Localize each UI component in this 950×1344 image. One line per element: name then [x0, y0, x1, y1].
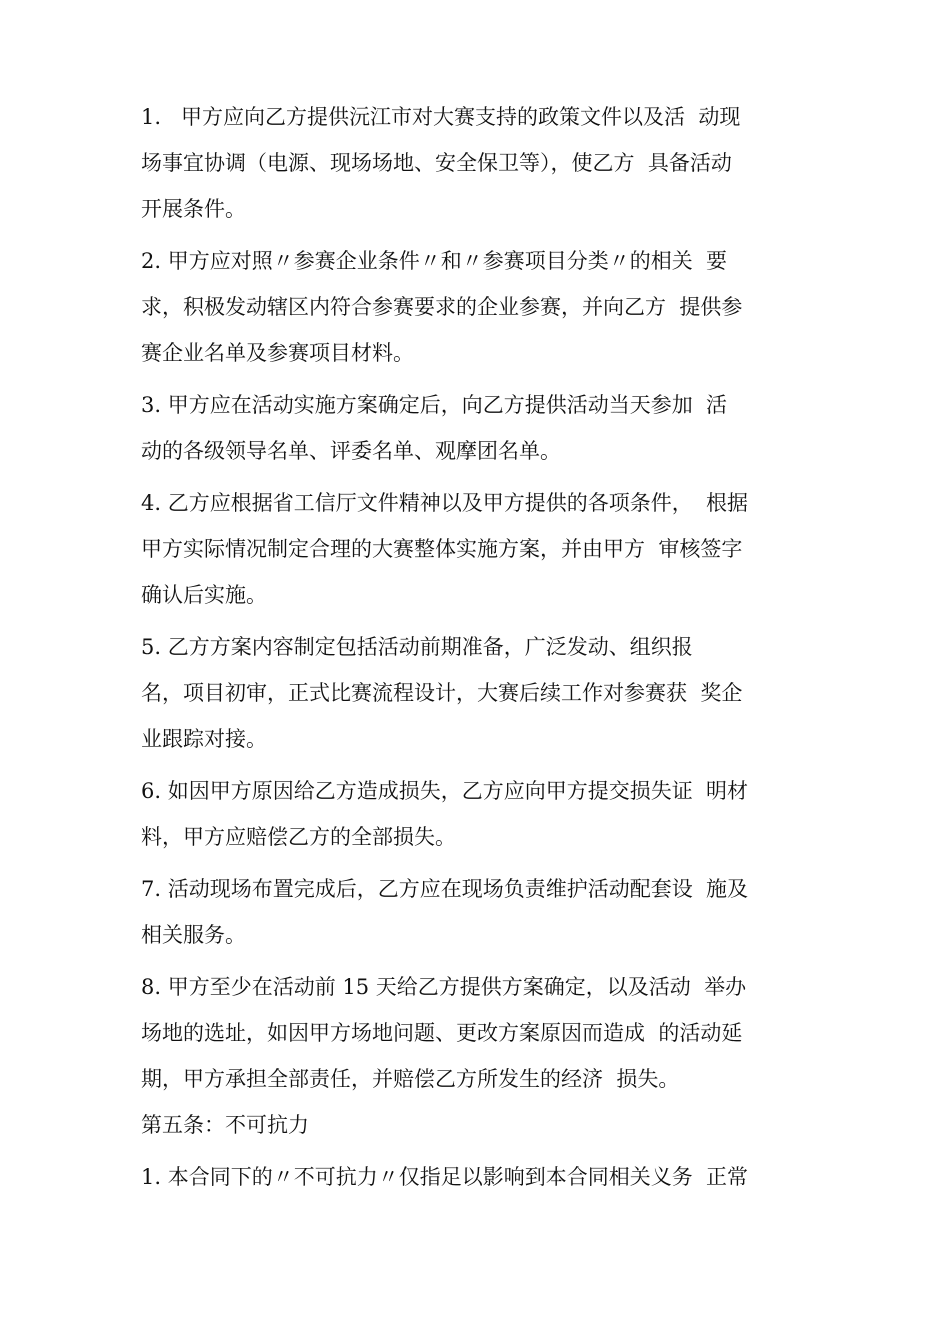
- paragraph-line: 动的各级领导名单、评委名单、观摩团名单。: [141, 439, 561, 463]
- paragraph-line: 场地的选址，如因甲方场地问题、更改方案原因而造成 的活动延: [141, 1021, 743, 1045]
- paragraph-line: 1. 本合同下的〃不可抗力〃仅指足以影响到本合同相关义务 正常: [141, 1165, 749, 1189]
- clause-paragraph-4: [141, 480, 821, 618]
- paragraph-line: 7. 活动现场布置完成后，乙方应在现场负责维护活动配套设 施及: [141, 877, 749, 901]
- paragraph-line: 料，甲方应赔偿乙方的全部损失。: [141, 825, 456, 849]
- clause-paragraph-2: [141, 238, 821, 376]
- paragraph-line: 开展条件。: [141, 197, 246, 221]
- paragraph-line: 甲方实际情况制定合理的大赛整体实施方案，并由甲方 审核签字: [141, 537, 743, 561]
- paragraph-line: 期，甲方承担全部责任，并赔偿乙方所发生的经济 损失。: [141, 1067, 680, 1091]
- clause-paragraph-5: [141, 624, 821, 762]
- clause-paragraph-8: [141, 964, 821, 1102]
- paragraph-line: 1. 甲方应向乙方提供沅江市对大赛支持的政策文件以及活 动现: [141, 105, 741, 129]
- paragraph-line: 4. 乙方应根据省工信厅文件精神以及甲方提供的各项条件， 根据: [141, 491, 749, 515]
- clause-paragraph-3: [141, 382, 821, 474]
- section-heading: 第五条：不可抗力: [141, 1113, 309, 1137]
- paragraph-line: 名，项目初审，正式比赛流程设计，大赛后续工作对参赛获 奖企: [141, 681, 743, 705]
- paragraph-line: 相关服务。: [141, 923, 246, 947]
- paragraph-line: 5. 乙方方案内容制定包括活动前期准备，广泛发动、组织报: [141, 635, 693, 659]
- paragraph-line: 场事宜协调（电源、现场场地、安全保卫等），使乙方 具备活动: [141, 151, 732, 175]
- paragraph-line: 业跟踪对接。: [141, 727, 267, 751]
- clause-paragraph-6: [141, 768, 821, 860]
- paragraph-line: 8. 甲方至少在活动前 15 天给乙方提供方案确定，以及活动 举办: [141, 975, 747, 999]
- clause-paragraph-7: [141, 866, 821, 958]
- document-body: [141, 94, 821, 1200]
- paragraph-line: 6. 如因甲方原因给乙方造成损失，乙方应向甲方提交损失证 明材: [141, 779, 749, 803]
- clause-paragraph-1: [141, 94, 821, 232]
- paragraph-line: 3. 甲方应在活动实施方案确定后，向乙方提供活动当天参加 活: [141, 393, 728, 417]
- force-majeure-paragraph-1: [141, 1154, 821, 1200]
- paragraph-line: 求，积极发动辖区内符合参赛要求的企业参赛，并向乙方 提供参: [141, 295, 743, 319]
- paragraph-line: 赛企业名单及参赛项目材料。: [141, 341, 414, 365]
- paragraph-line: 确认后实施。: [141, 583, 267, 607]
- paragraph-line: 2. 甲方应对照〃参赛企业条件〃和〃参赛项目分类〃的相关 要: [141, 249, 728, 273]
